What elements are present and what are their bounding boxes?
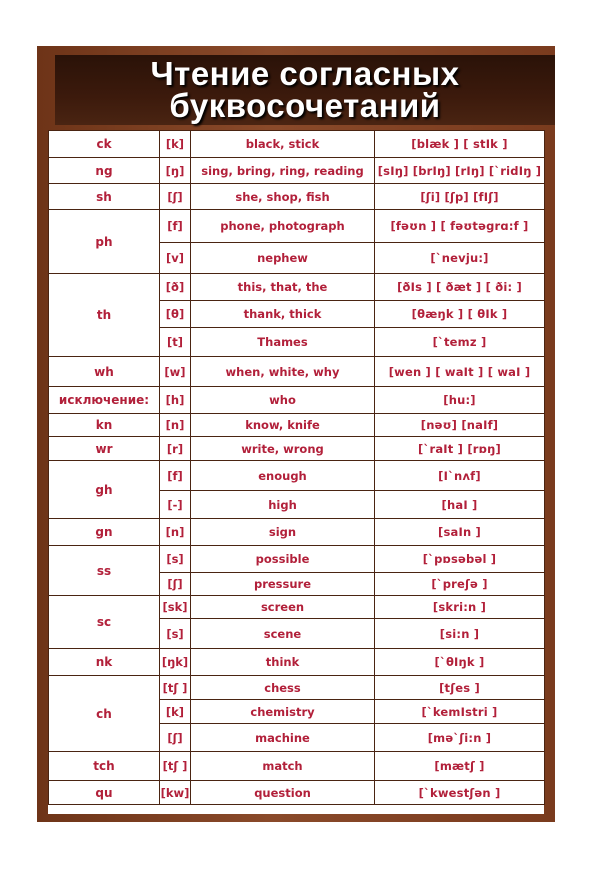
transcription-cell: [hu:] [375,387,545,414]
example-words-cell: sing, bring, ring, reading [191,158,375,184]
sound-cell: [ʃ] [160,184,191,210]
letter-combination-cell: gh [49,461,160,519]
sound-cell: [kw] [160,781,191,805]
letter-combination-cell: sc [49,596,160,649]
example-words-cell: think [191,649,375,676]
letter-combination-cell: ng [49,158,160,184]
sound-cell: [k] [160,131,191,158]
table-row [49,519,545,546]
table-row [49,781,545,805]
transcription-cell: [nəʊ] [naIf] [375,414,545,437]
example-words-cell: enough [191,461,375,491]
table-row [49,752,545,781]
transcription-cell: [wen ] [ waIt ] [ waI ] [375,357,545,387]
sound-cell: [n] [160,414,191,437]
letter-combination-cell: gn [49,519,160,546]
example-words-cell: black, stick [191,131,375,158]
example-words-cell: when, white, why [191,357,375,387]
transcription-cell: [skri:n ] [375,596,545,619]
rules-table [48,130,545,805]
table-row [49,676,545,700]
example-words-cell: write, wrong [191,437,375,461]
example-words-cell: sign [191,519,375,546]
sound-cell: [v] [160,243,191,274]
example-words-cell: machine [191,724,375,752]
sound-cell: [ʃ] [160,724,191,752]
transcription-cell: [blæk ] [ stIk ] [375,131,545,158]
consonant-combinations-table [48,130,544,814]
sound-cell: [k] [160,700,191,724]
example-words-cell: match [191,752,375,781]
letter-combination-cell: wr [49,437,160,461]
sound-cell: [sk] [160,596,191,619]
table-row [49,274,545,301]
example-words-cell: she, shop, fish [191,184,375,210]
transcription-cell: [`pɒsəbəl ] [375,546,545,573]
letter-combination-cell: sh [49,184,160,210]
table-row [49,210,545,243]
transcription-cell: [θæŋk ] [ θIk ] [375,301,545,328]
example-words-cell: nephew [191,243,375,274]
table-row [49,158,545,184]
letter-combination-cell: исключение: [49,387,160,414]
example-words-cell: possible [191,546,375,573]
transcription-cell: [`nevju:] [375,243,545,274]
sound-cell: [tʃ ] [160,752,191,781]
transcription-cell: [fəʊn ] [ fəʊtəgrɑ:f ] [375,210,545,243]
sound-cell: [f] [160,210,191,243]
transcription-cell: [`raIt ] [rɒŋ] [375,437,545,461]
example-words-cell: Thames [191,328,375,357]
table-row [49,596,545,619]
table-row [49,387,545,414]
example-words-cell: screen [191,596,375,619]
transcription-cell: [`preʃə ] [375,573,545,596]
table-row [49,184,545,210]
table-row [49,649,545,676]
table-row [49,461,545,491]
table-row [49,437,545,461]
letter-combination-cell: kn [49,414,160,437]
sound-cell: [θ] [160,301,191,328]
letter-combination-cell: nk [49,649,160,676]
sound-cell: [n] [160,519,191,546]
transcription-cell: [ʃi] [ʃp] [fIʃ] [375,184,545,210]
table-row [49,131,545,158]
transcription-cell: [`kwestʃən ] [375,781,545,805]
transcription-cell: [tʃes ] [375,676,545,700]
transcription-cell: [mætʃ ] [375,752,545,781]
sound-cell: [f] [160,461,191,491]
letter-combination-cell: ck [49,131,160,158]
sound-cell: [ŋk] [160,649,191,676]
title-line-1: Чтение согласных [150,55,460,92]
transcription-cell: [`θIŋk ] [375,649,545,676]
sound-cell: [tʃ ] [160,676,191,700]
sound-cell: [h] [160,387,191,414]
letter-combination-cell: ss [49,546,160,596]
example-words-cell: chemistry [191,700,375,724]
example-words-cell: know, knife [191,414,375,437]
sound-cell: [r] [160,437,191,461]
transcription-cell: [`kemIstri ] [375,700,545,724]
sound-cell: [ʃ] [160,573,191,596]
sound-cell: [s] [160,619,191,649]
sound-cell: [t] [160,328,191,357]
example-words-cell: question [191,781,375,805]
transcription-cell: [mə`ʃi:n ] [375,724,545,752]
table-row [49,546,545,573]
letter-combination-cell: qu [49,781,160,805]
sound-cell: [-] [160,491,191,519]
example-words-cell: who [191,387,375,414]
title-line-2: буквосочетаний [169,87,441,124]
sound-cell: [ð] [160,274,191,301]
sound-cell: [s] [160,546,191,573]
transcription-cell: [saIn ] [375,519,545,546]
example-words-cell: high [191,491,375,519]
example-words-cell: chess [191,676,375,700]
transcription-cell: [I`nʌf] [375,461,545,491]
sound-cell: [ŋ] [160,158,191,184]
letter-combination-cell: ch [49,676,160,752]
example-words-cell: this, that, the [191,274,375,301]
table-row [49,357,545,387]
table-row [49,414,545,437]
example-words-cell: thank, thick [191,301,375,328]
transcription-cell: [`temz ] [375,328,545,357]
sound-cell: [w] [160,357,191,387]
title-banner [55,55,555,125]
transcription-cell: [sIŋ] [brIŋ] [rIŋ] [`ridIŋ ] [375,158,545,184]
example-words-cell: phone, photograph [191,210,375,243]
letter-combination-cell: wh [49,357,160,387]
example-words-cell: scene [191,619,375,649]
transcription-cell: [si:n ] [375,619,545,649]
transcription-cell: [haI ] [375,491,545,519]
letter-combination-cell: ph [49,210,160,274]
transcription-cell: [ðIs ] [ ðæt ] [ ði: ] [375,274,545,301]
letter-combination-cell: th [49,274,160,357]
example-words-cell: pressure [191,573,375,596]
letter-combination-cell: tch [49,752,160,781]
